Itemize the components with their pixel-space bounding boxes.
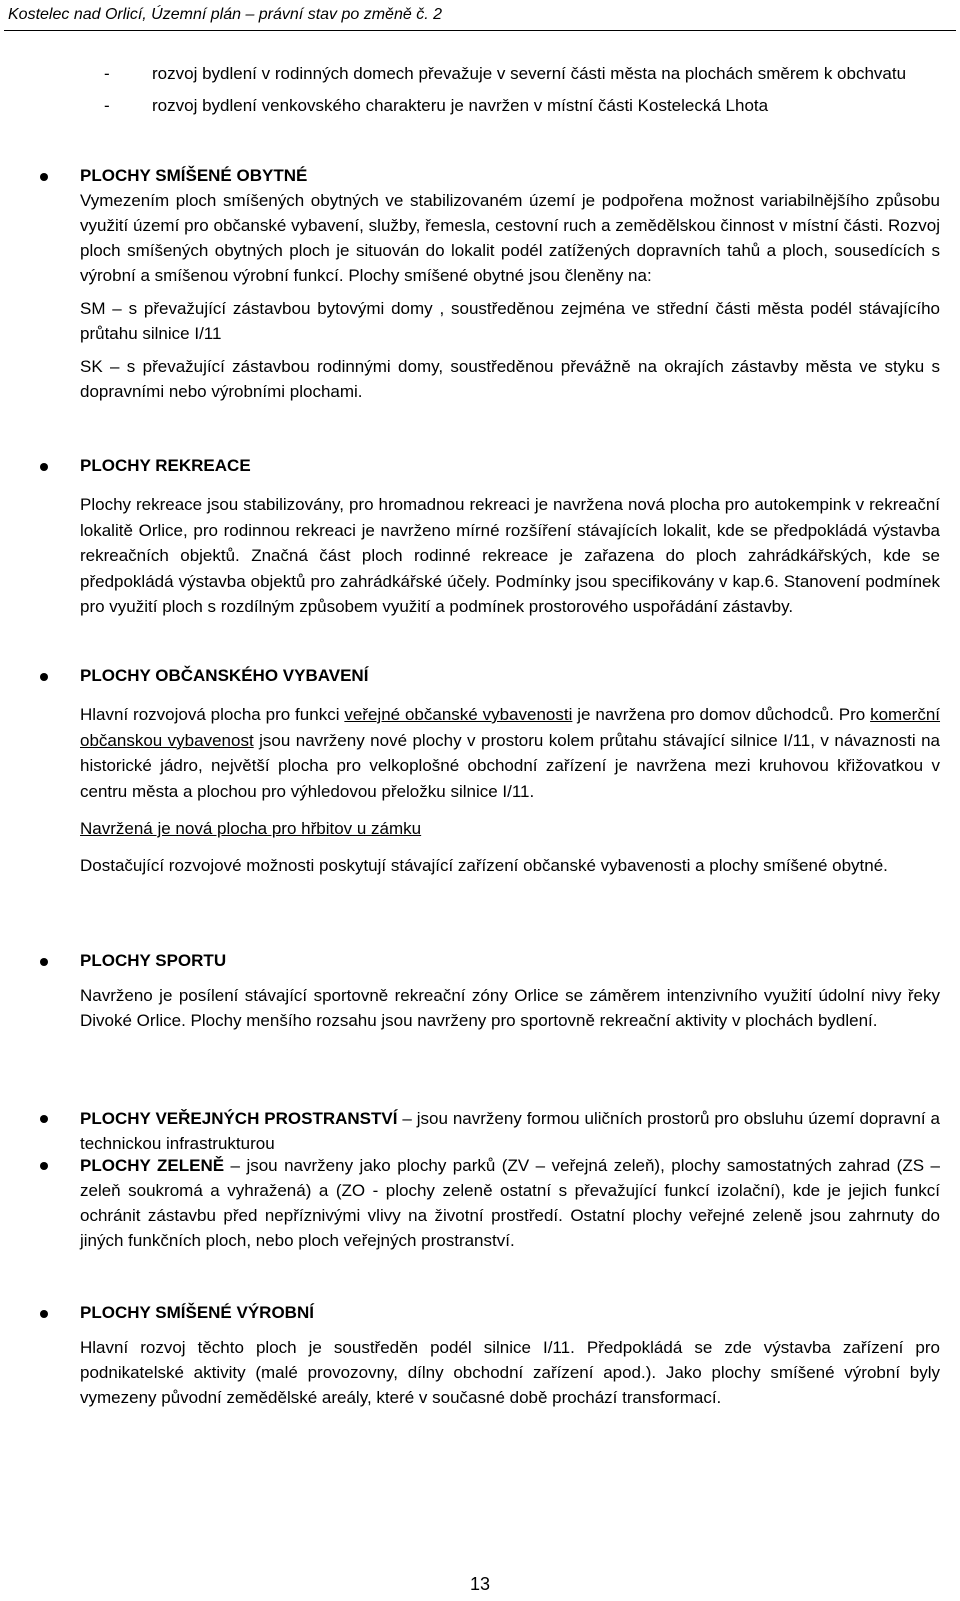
section-body [80, 1106, 940, 1156]
bullet-icon [40, 463, 48, 471]
underlined-term: komerční občanskou vybavenost [80, 705, 941, 750]
section-title: PLOCHY SMÍŠENÉ VÝROBNÍ [80, 1303, 314, 1322]
section-smisene-obytne [40, 164, 940, 404]
bullet-icon [40, 958, 48, 966]
section-body [80, 949, 940, 1033]
list-item-text: rozvoj bydlení v rodinných domech převažuje v severní části města na plochách směrem k obchvatu [152, 64, 907, 83]
section-smisene-vyrobni [40, 1301, 940, 1410]
paragraph [80, 1106, 940, 1156]
section-body [80, 1153, 940, 1253]
text-run: je navržena pro domov důchodců. Pro [572, 705, 871, 724]
bullet-icon [40, 1310, 48, 1318]
paragraph [80, 1153, 940, 1253]
bullet-icon [40, 673, 48, 681]
paragraph-underlined: Navržená je nová plocha pro hřbitov u zámku [80, 819, 422, 838]
section-title: PLOCHY VEŘEJNÝCH PROSTRANSTVÍ [80, 1109, 398, 1128]
dash-marker: - [104, 64, 110, 83]
section-body [80, 164, 940, 404]
text-run: jsou navrženy nové plochy v prostoru kolem průtahu stávající silnice I/11, v návaznosti na historické jádro, největší plocha pro velkoplošné obchodní zařízení je navržena mezi kruhovou křižovatkou v centru města a plochou pro výhledovou přeložku silnice I/11. [80, 730, 940, 801]
section-rekreace [40, 454, 940, 620]
page-number: 13 [469, 1574, 491, 1594]
section-title: PLOCHY SPORTU [80, 951, 227, 970]
underlined-term: veřejné občanské vybavenosti [344, 705, 573, 724]
paragraph [80, 702, 940, 804]
paragraph: Plochy rekreace jsou stabilizovány, pro hromadnou rekreaci je navržena nová plocha pro autokempink v rekreační lokalitě Orlice, pro rodinnou rekreaci je navrženo mírné rozšíření stávajících lokalit, kde se předpokládá výstavba rekreačních objektů. Značná část ploch rodinné rekreace je zařazena do ploch zahrádkářských, kde se předpokládá výstavba objektů pro zahrádkářské účely. Podmínky jsou specifikovány v kap.6. Stanovení podmínek pro využití ploch s rozdílným způsobem využití a podmínek prostorového uspořádání zástavby. [80, 495, 940, 616]
section-body [80, 664, 940, 878]
list-item [104, 62, 944, 86]
section-sportu [40, 949, 940, 1033]
text-run: – jsou navrženy formou uličních prostorů pro obsluhu území dopravní a technickou infrastrukturou [80, 1109, 941, 1153]
section-zelene [40, 1153, 940, 1253]
paragraph: Hlavní rozvoj těchto ploch je soustředěn podél silnice I/11. Předpokládá se zde výstavba zařízení pro podnikatelské aktivity (malé provozovny, dílny obchodní zařízení apod.). Jako plochy smíšené výrobní byly vymezeny původní zemědělské areály, které v současné době prochází transformací. [80, 1338, 940, 1407]
section-obcanske-vybaveni [40, 664, 940, 878]
paragraph: SK – s převažující zástavbou rodinnými domy, soustředěnou převážně na okrajích zástavby města ve styku s dopravními nebo výrobními plochami. [80, 357, 940, 401]
section-verejna-prostranstvi [40, 1106, 940, 1156]
paragraph: Vymezením ploch smíšených obytných ve stabilizovaném území je podpořena možnost variabilnějšího způsobu využití území pro občanské vybavení, služby, řemesla, cestovní ruch a zemědělskou činnost v místní části. Rozvoj ploch smíšených obytných ploch je situován do lokalit podél zatížených dopravních tahů a ploch, sousedících s výrobní a smíšenou výrobní funkcí. Plochy smíšené obytné jsou členěny na: [80, 191, 940, 285]
section-title: PLOCHY SMÍŠENÉ OBYTNÉ [80, 166, 308, 185]
paragraph: Dostačující rozvojové možnosti poskytují stávající zařízení občanské vybavenosti a plochy smíšené obytné. [80, 856, 888, 875]
paragraph: Navrženo je posílení stávající sportovně rekreační zóny Orlice se záměrem intenzivního využití údolní nivy řeky Divoké Orlice. Plochy menšího rozsahu jsou navrženy pro sportovně rekreační aktivity v plochách bydlení. [80, 986, 940, 1030]
bullet-icon [40, 1162, 48, 1170]
list-item [104, 94, 944, 118]
section-body [80, 454, 940, 620]
header-rule [4, 30, 956, 31]
section-title: PLOCHY REKREACE [80, 456, 251, 475]
section-title: PLOCHY OBČANSKÉHO VYBAVENÍ [80, 666, 369, 685]
paragraph: SM – s převažující zástavbou bytovými domy , soustředěnou zejména ve střední části města podél stávajícího průtahu silnice I/11 [80, 299, 940, 343]
dash-list [104, 62, 944, 126]
bullet-icon [40, 173, 48, 181]
text-run: Hlavní rozvojová plocha pro funkci [80, 705, 345, 724]
dash-marker: - [104, 96, 110, 115]
list-item-text: rozvoj bydlení venkovského charakteru je navržen v místní části Kostelecká Lhota [152, 96, 769, 115]
section-title: PLOCHY ZELENĚ [80, 1156, 225, 1175]
section-body [80, 1301, 940, 1410]
bullet-icon [40, 1115, 48, 1123]
page-header: Kostelec nad Orlicí, Územní plán – právní stav po změně č. 2 [8, 6, 442, 23]
text-run: – jsou navrženy jako plochy parků (ZV – veřejná zeleň), plochy samostatných zahrad (ZS – zeleň soukromá a vyhražená) a (ZO - plochy zeleně ostatní s převažující funkcí izolační), kde je jejich funkcí ochránit zástavbu před nepříznivými vlivy na životní prostředí. Ostatní plochy veřejné zeleně jsou zahrnuty do jiných funkčních ploch, nebo ploch veřejných prostranství. [80, 1156, 940, 1250]
